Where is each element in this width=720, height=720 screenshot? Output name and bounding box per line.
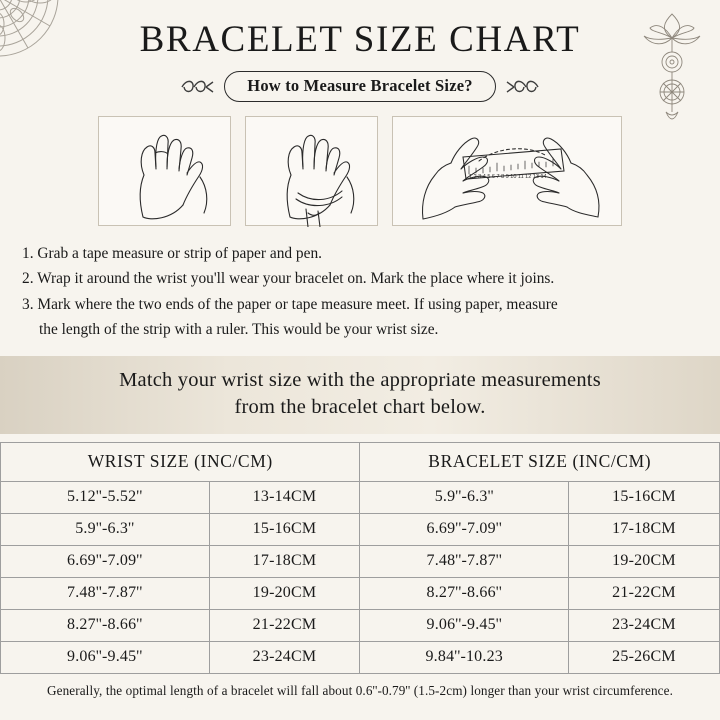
instruction-steps	[22, 242, 694, 342]
bracelet-size-header: BRACELET SIZE (INC/CM)	[360, 442, 720, 481]
band-line-1: Match your wrist size with the appropriate measurements	[119, 368, 601, 391]
cell-wrist-cm: 19-20CM	[209, 577, 360, 609]
table-row	[1, 513, 720, 545]
cell-wrist-cm: 13-14CM	[209, 481, 360, 513]
cell-bracelet-cm: 23-24CM	[568, 609, 719, 641]
cell-wrist-inch: 5.12''-5.52''	[1, 481, 210, 513]
match-instruction-band	[0, 356, 720, 434]
cell-wrist-inch: 5.9''-6.3''	[1, 513, 210, 545]
table-body	[1, 481, 720, 673]
cell-bracelet-inch: 9.84''-10.23	[360, 641, 569, 673]
table-row	[1, 545, 720, 577]
band-line-2: from the bracelet chart below.	[234, 396, 486, 419]
flourish-right-icon	[506, 76, 540, 98]
page-title: BRACELET SIZE CHART	[139, 19, 581, 60]
cell-bracelet-cm: 19-20CM	[568, 545, 719, 577]
cell-bracelet-inch: 8.27''-8.66''	[360, 577, 569, 609]
illustration-row	[0, 116, 720, 226]
hand-illustration-step2	[245, 116, 378, 226]
subtitle-pill: How to Measure Bracelet Size?	[224, 71, 495, 102]
step-2: 2. Wrap it around the wrist you'll wear your bracelet on. Mark the place where it joins.	[22, 270, 555, 288]
cell-wrist-inch: 6.69''-7.09''	[1, 545, 210, 577]
flourish-left-icon	[180, 76, 214, 98]
ruler-tick-labels: 1 2 3 4 5 6 7 8 9 10 11 12 13 14	[469, 174, 547, 180]
table-header-row	[1, 442, 720, 481]
cell-bracelet-inch: 9.06''-9.45''	[360, 609, 569, 641]
table-row	[1, 609, 720, 641]
wrist-size-header: WRIST SIZE (INC/CM)	[1, 442, 360, 481]
table-row	[1, 577, 720, 609]
step-3-continued: the length of the strip with a ruler. This would be your wrist size.	[39, 321, 439, 339]
hand-illustration-step1	[98, 116, 231, 226]
cell-wrist-cm: 23-24CM	[209, 641, 360, 673]
cell-bracelet-inch: 7.48''-7.87''	[360, 545, 569, 577]
hand-with-ruler-illustration	[392, 116, 622, 226]
cell-wrist-inch: 8.27''-8.66''	[1, 609, 210, 641]
step-1: 1. Grab a tape measure or strip of paper and pen.	[22, 245, 322, 262]
cell-bracelet-cm: 17-18CM	[568, 513, 719, 545]
cell-bracelet-cm: 15-16CM	[568, 481, 719, 513]
footer-note: Generally, the optimal length of a bracelet will fall about 0.6''-0.79'' (1.5-2cm) longer than your wrist circumference.	[47, 682, 673, 698]
cell-wrist-inch: 7.48''-7.87''	[1, 577, 210, 609]
cell-bracelet-cm: 21-22CM	[568, 577, 719, 609]
cell-bracelet-inch: 5.9''-6.3''	[360, 481, 569, 513]
subtitle-row	[0, 71, 720, 102]
table-row	[1, 641, 720, 673]
step-3: 3. Mark where the two ends of the paper or tape measure meet. If using paper, measure	[22, 295, 558, 313]
size-table	[0, 442, 720, 674]
cell-wrist-cm: 15-16CM	[209, 513, 360, 545]
cell-bracelet-cm: 25-26CM	[568, 641, 719, 673]
cell-wrist-cm: 21-22CM	[209, 609, 360, 641]
table-row	[1, 481, 720, 513]
cell-wrist-cm: 17-18CM	[209, 545, 360, 577]
cell-bracelet-inch: 6.69''-7.09''	[360, 513, 569, 545]
cell-wrist-inch: 9.06''-9.45''	[1, 641, 210, 673]
